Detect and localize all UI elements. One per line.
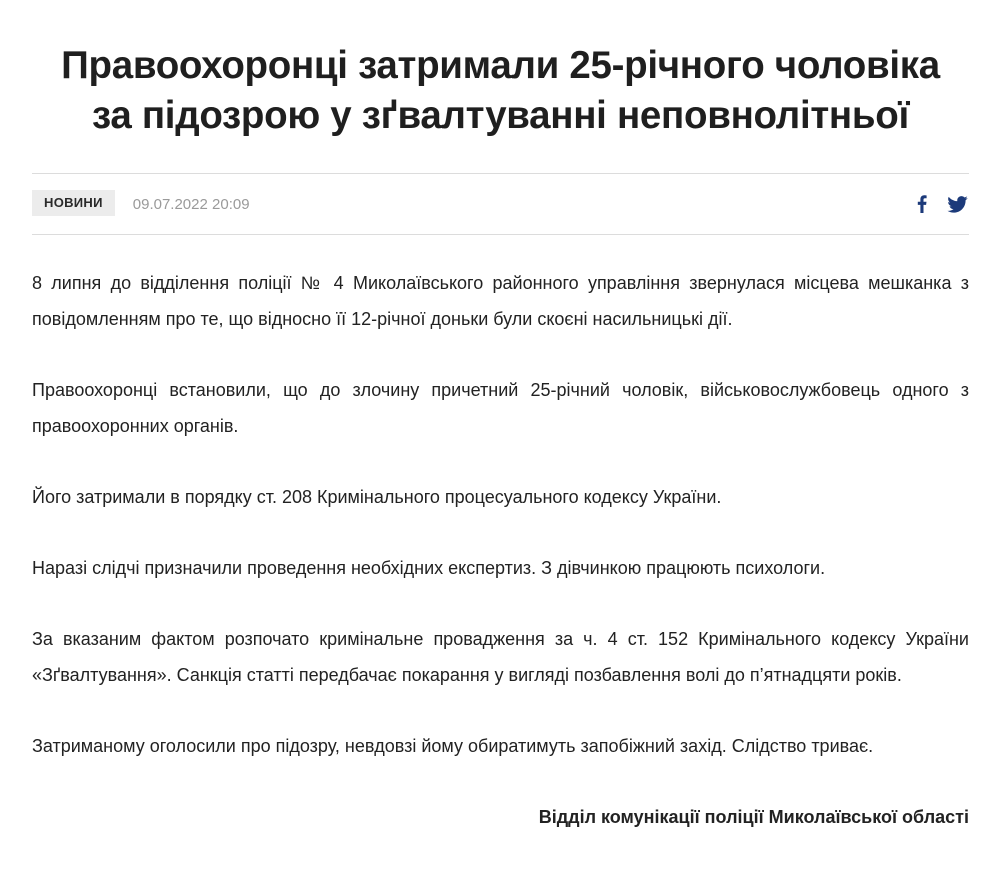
twitter-icon — [947, 196, 968, 213]
publish-date: 09.07.2022 20:09 — [132, 195, 250, 213]
paragraph-5: За вказаним фактом розпочато кримінальне провадження за ч. 4 ст. 152 Кримінального кодексу України «Зґвалтування». Санкція статті передбачає покарання у вигляді позбавлення волі до п’ятнадцяти років. — [32, 629, 969, 685]
facebook-icon — [917, 195, 927, 213]
paragraph-6: Затриманому оголосили про підозру, невдовзі йому обиратимуть запобіжний захід. Слідство триває. — [32, 736, 874, 756]
category-badge[interactable]: НОВИНИ — [32, 190, 115, 216]
paragraph-4: Наразі слідчі призначили проведення необхідних експертиз. З дівчинкою працюють психологи. — [32, 558, 826, 578]
article-meta — [32, 174, 969, 234]
facebook-share-button[interactable] — [917, 195, 927, 213]
share-buttons — [917, 195, 969, 213]
paragraph-3: Його затримали в порядку ст. 208 Кримінального процесуального кодексу України. — [32, 487, 722, 507]
twitter-share-button[interactable] — [947, 196, 968, 213]
article-title — [32, 0, 969, 141]
paragraph-2: Правоохоронці встановили, що до злочину причетний 25-річний чоловік, військовослужбовець одного з правоохоронних органів. — [32, 380, 969, 436]
article-title-line-1: Правоохоронці затримали 25-річного чоловіка — [61, 44, 940, 87]
paragraph-1: 8 липня до відділення поліції № 4 Миколаївського районного управління звернулася місцева мешканка з повідомленням про те, що відносно її 12-річної доньки були скоєні насильницькі дії. — [32, 273, 969, 329]
article-signature: Відділ комунікації поліції Миколаївської області — [538, 807, 969, 827]
article-body — [32, 235, 969, 835]
meta-left — [32, 192, 250, 216]
article-title-line-2: за підозрою у зґвалтуванні неповнолітньої — [92, 94, 909, 137]
article — [32, 0, 969, 835]
